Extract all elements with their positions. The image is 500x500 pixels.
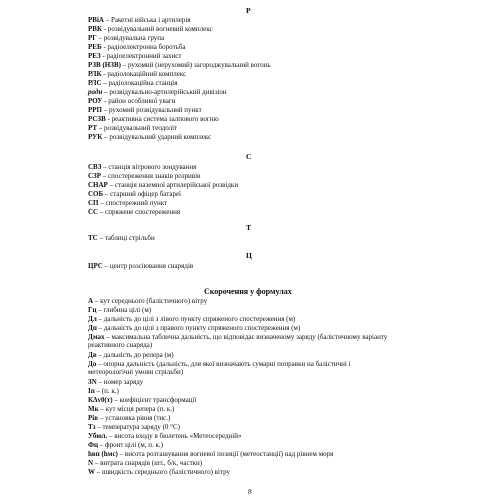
list-item: РЛС – радіолокаційна станція bbox=[88, 79, 178, 87]
list-item: СВЗ – станція вітрового зондування bbox=[88, 163, 197, 171]
page-number: 8 bbox=[248, 487, 252, 496]
list-item: РРП – рухомий розвідувальний пункт bbox=[88, 106, 202, 114]
list-item: Убюл. – висота входу в бюлетень «Метеосередній» bbox=[88, 432, 242, 440]
section-letter-r: Р bbox=[246, 6, 251, 15]
list-item: А – кут середнього (балістичного) вітру bbox=[88, 297, 208, 305]
list-item: Мк – кут місця репера (п. к.) bbox=[88, 405, 175, 413]
list-item: hвп (hмс) – висота розташування вогневої позиції (метеостанції) над рівнем моря bbox=[88, 450, 334, 458]
list-item: СЗР – спостереження знаків розривів bbox=[88, 172, 201, 180]
list-item: Іп – (п. к.) bbox=[88, 387, 119, 395]
list-item: Фц – фронт цілі (м, п. к.) bbox=[88, 441, 164, 449]
list-item: Тз – температура заряду (0 °С) bbox=[88, 423, 180, 431]
section-title-formulas: Скорочення у формулах bbox=[204, 287, 292, 296]
list-item: РЕЗ - радіоелектронний захист bbox=[88, 52, 182, 60]
list-item: До – опорна дальність (дальність, для якої визначають сумарні поправки на балістичні і метеорологічні умови стрільби) bbox=[88, 360, 351, 377]
list-item: СНАР – станція наземної артилерійської розвідки bbox=[88, 181, 239, 189]
section-letter-ts: Ц bbox=[246, 251, 252, 260]
section-letter-s: С bbox=[246, 152, 252, 161]
list-item: радн – розвідувально-артилерійський дивізіон bbox=[88, 88, 227, 96]
list-item: РЕБ - радіоелектронна боротьба bbox=[88, 43, 186, 51]
list-item: Дл – дальність до цілі з лівого пункту спряженого спостереження (м) bbox=[88, 315, 296, 323]
list-item: РВК - розвідувальний вогневий комплекс bbox=[88, 25, 213, 33]
list-item: Гц – глибина цілі (м) bbox=[88, 306, 152, 314]
list-item: Дмах – максимальна таблична дальність, що відповідає визначеному заряду (балістичному варіанту реактивного снаряда) bbox=[88, 333, 388, 350]
list-item: РТ – розвідувальний теодоліт bbox=[88, 124, 178, 132]
list-item: N – витрата снарядів (шт., б/к, частки) bbox=[88, 459, 203, 467]
list-item: Дп – дальність до цілі з правого пункту спряженого спостереження (м) bbox=[88, 324, 301, 332]
list-item: СП – спостережний пункт bbox=[88, 199, 168, 207]
list-item: Рів – установка рівня (тис.) bbox=[88, 414, 171, 422]
list-item: РОУ - район особливої уваги bbox=[88, 97, 176, 105]
list-item: КΔv0(т) – коефіцієнт трансформації bbox=[88, 396, 197, 404]
list-item: РВіА – Ракетні війська і артилерія bbox=[88, 16, 191, 24]
list-item: РЗВ (НЗВ) – рухомий (нерухомий) загороджувальний вогонь bbox=[88, 61, 271, 69]
list-item: W – швидкість середнього (балістичного) вітру bbox=[88, 468, 230, 476]
list-item: ЗN – номер заряду bbox=[88, 378, 144, 386]
list-item: Дв – дальність до репера (м) bbox=[88, 351, 174, 359]
list-item: СС – спряжене спостереження bbox=[88, 208, 181, 216]
list-item: РСЗВ - реактивна система залпового вогню bbox=[88, 115, 219, 123]
list-item: СОБ – старший офіцер батареї bbox=[88, 190, 182, 198]
list-item: ТС – таблиці стрільби bbox=[88, 234, 155, 242]
list-item: РЛК - радіолокаційний комплекс bbox=[88, 70, 187, 78]
list-item: РГ – розвідувальна група bbox=[88, 34, 165, 42]
section-letter-t: Т bbox=[246, 223, 252, 232]
list-item: ЦРС – центр розсіювання снарядів bbox=[88, 262, 194, 270]
list-item: РУК – розвідувальний ударний комплекс bbox=[88, 133, 212, 141]
